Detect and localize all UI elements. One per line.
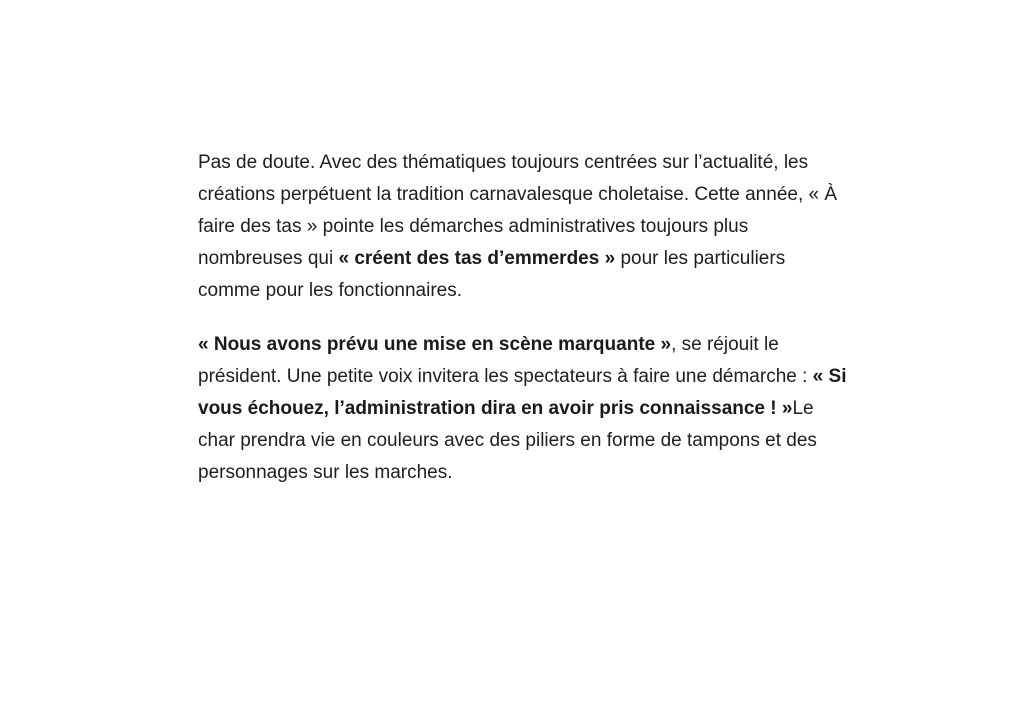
text-line: personnages sur les marches. bbox=[198, 462, 453, 483]
text-line bbox=[198, 361, 928, 393]
text-line: Pas de doute. Avec des thématiques toujours centrées sur l’actualité, les bbox=[198, 152, 809, 173]
text-line: faire des tas » pointe les démarches administratives toujours plus bbox=[198, 216, 749, 237]
text-span: nombreuses qui bbox=[198, 248, 339, 269]
bold-quote: « Si bbox=[812, 366, 847, 387]
text-line bbox=[198, 393, 928, 425]
text-line: char prendra vie en couleurs avec des piliers en forme de tampons et des bbox=[198, 430, 817, 451]
article-paragraph-2 bbox=[198, 329, 928, 489]
bold-quote: « créent des tas d’emmerdes » bbox=[338, 248, 616, 269]
text-line: créations perpétuent la tradition carnavalesque choletaise. Cette année, « À bbox=[198, 184, 838, 205]
text-span: président. Une petite voix invitera les spectateurs à faire une démarche : bbox=[198, 366, 813, 387]
text-span: Le bbox=[792, 398, 814, 419]
article-paragraph-1 bbox=[198, 147, 928, 307]
article-body bbox=[198, 147, 928, 511]
text-line bbox=[198, 243, 928, 275]
text-line bbox=[198, 329, 928, 361]
text-span: pour les particuliers bbox=[615, 248, 786, 269]
text-line: comme pour les fonctionnaires. bbox=[198, 280, 463, 301]
bold-quote: « Nous avons prévu une mise en scène marquante » bbox=[198, 334, 672, 355]
bold-quote: vous échouez, l’administration dira en avoir pris connaissance ! » bbox=[198, 398, 793, 419]
text-span: , se réjouit le bbox=[671, 334, 779, 355]
